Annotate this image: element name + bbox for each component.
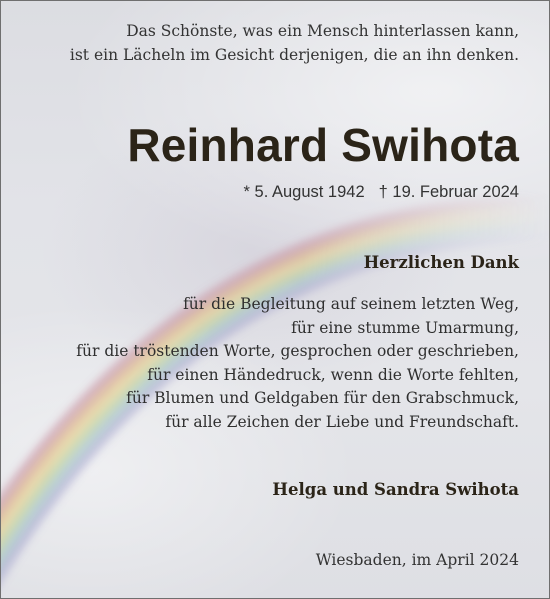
thanks-line: für eine stumme Umarmung, <box>291 318 519 337</box>
thanks-line: für die tröstenden Worte, gesprochen oder geschrieben, <box>76 342 519 360</box>
memorial-quote <box>70 19 519 67</box>
signers: Helga und Sandra Swihota <box>272 480 519 499</box>
death-date: † 19. Februar 2024 <box>378 183 519 201</box>
thanks-line: für Blumen und Geldgaben für den Grabschmuck, <box>126 389 519 407</box>
life-dates <box>244 181 519 203</box>
place-date: Wiesbaden, im April 2024 <box>315 551 519 569</box>
quote-line: Das Schönste, was ein Mensch hinterlassen kann, <box>126 22 519 40</box>
deceased-name: Reinhard Swihota <box>127 119 519 171</box>
thanks-heading: Herzlichen Dank <box>363 253 519 272</box>
thanks-line: für die Begleitung auf seinem letzten Weg, <box>183 295 519 313</box>
thanks-line: für alle Zeichen der Liebe und Freundschaft. <box>165 412 519 431</box>
thanks-list <box>76 293 519 434</box>
thanks-line: für einen Händedruck, wenn die Worte fehlten, <box>147 365 519 384</box>
birth-date: * 5. August 1942 <box>243 183 365 201</box>
quote-line: ist ein Lächeln im Gesicht derjenigen, die an ihn denken. <box>69 46 519 64</box>
